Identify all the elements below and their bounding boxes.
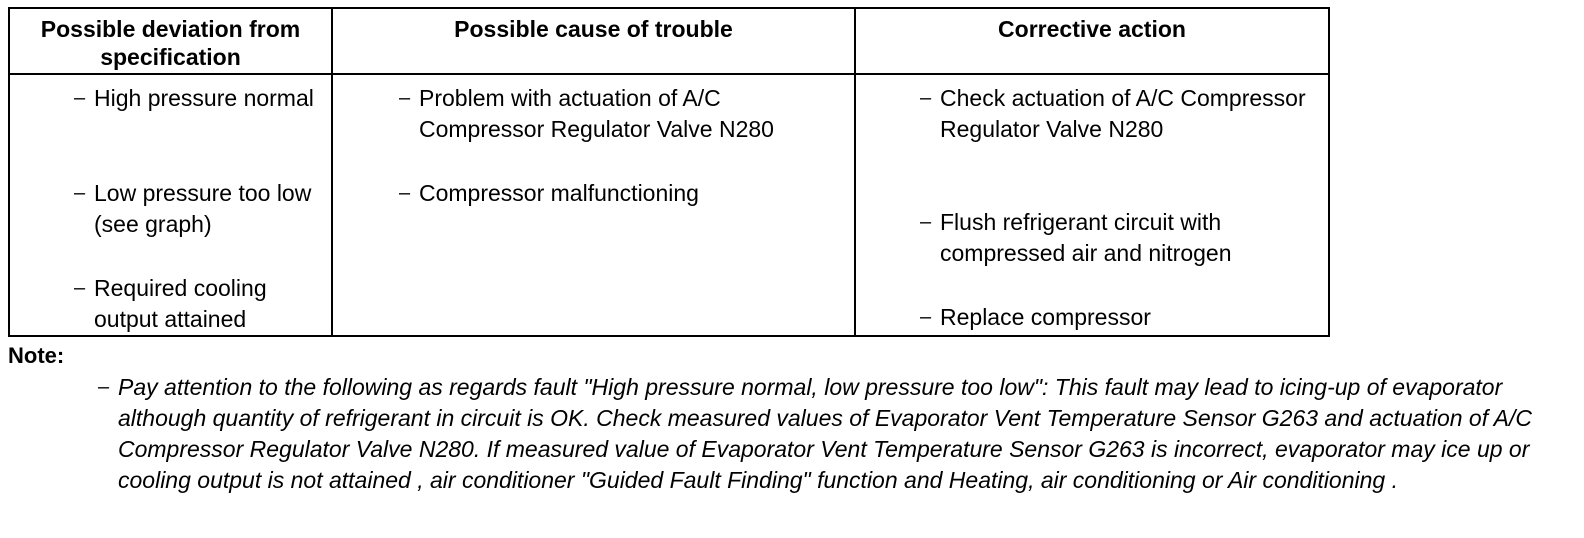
- list-item: [920, 207, 1322, 302]
- header-deviation: Possible deviation from specification: [9, 8, 332, 74]
- list-item: [74, 178, 325, 273]
- table-row: [9, 74, 1329, 336]
- list-item: [74, 273, 325, 335]
- dash-bullet: –: [920, 211, 932, 233]
- action-text: Replace compressor: [940, 304, 1151, 330]
- troubleshooting-table: [8, 7, 1330, 337]
- dash-bullet: –: [920, 306, 932, 328]
- table-header-row: [9, 8, 1329, 74]
- dash-bullet: –: [399, 87, 411, 109]
- deviation-text: Low pressure too low (see graph): [94, 180, 312, 237]
- list-item: [399, 83, 848, 178]
- dash-bullet: –: [98, 376, 110, 398]
- deviation-text: High pressure normal: [94, 85, 314, 111]
- list-item: [920, 83, 1322, 207]
- deviation-text: Required cooling output attained: [94, 275, 267, 332]
- dash-bullet: –: [74, 277, 86, 299]
- action-text: Check actuation of A/C Compressor Regulator Valve N280: [940, 85, 1306, 142]
- action-text: Flush refrigerant circuit with compressed air and nitrogen: [940, 209, 1232, 266]
- deviation-list: [74, 83, 325, 335]
- list-item: [920, 302, 1322, 333]
- header-cause: Possible cause of trouble: [332, 8, 855, 74]
- dash-bullet: –: [920, 87, 932, 109]
- dash-bullet: –: [399, 182, 411, 204]
- cause-text: Problem with actuation of A/C Compressor Regulator Valve N280: [419, 85, 774, 142]
- deviation-cell: [9, 74, 332, 336]
- header-action: Corrective action: [855, 8, 1329, 74]
- list-item: [399, 178, 848, 209]
- dash-bullet: –: [74, 87, 86, 109]
- action-list: [920, 83, 1322, 333]
- dash-bullet: –: [74, 182, 86, 204]
- note-label: Note:: [8, 343, 65, 368]
- cause-text: Compressor malfunctioning: [419, 180, 699, 206]
- action-cell: [855, 74, 1329, 336]
- cause-cell: [332, 74, 855, 336]
- cause-list: [399, 83, 848, 209]
- list-item: [74, 83, 325, 178]
- note-text: Pay attention to the following as regards fault "High pressure normal, low pressure too low": This fault may lead to icing-up of evaporator although quantity of refrigerant in circuit is OK. Check measured values of Evaporator Vent Temperature Sensor G263 and actuation of A/C Compressor Regulator Valve N280. If measured value of Evaporator Vent Temperature Sensor G263 is incorrect, evaporator may ice up or cooling output is not attained , air conditioner "Guided Fault Finding" function and Heating, air conditioning or Air conditioning .: [118, 374, 1532, 493]
